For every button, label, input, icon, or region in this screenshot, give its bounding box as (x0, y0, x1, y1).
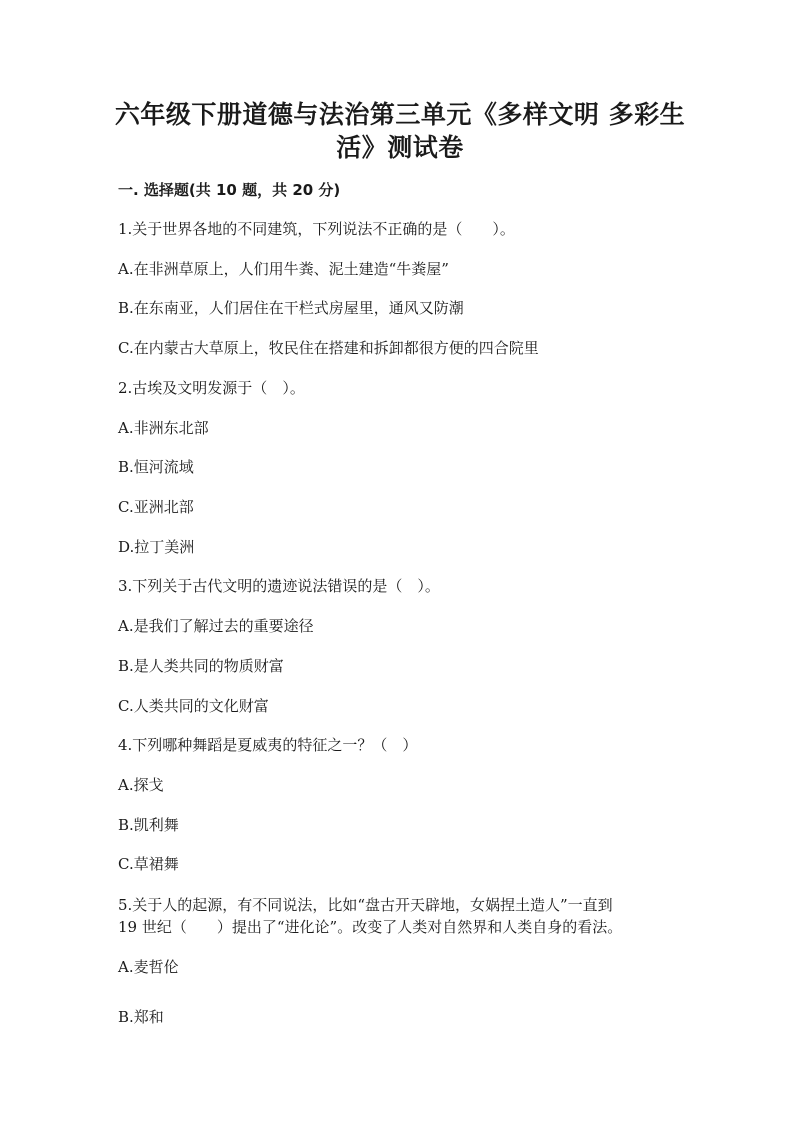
page-title-line-1: 六年级下册道德与法治第三单元《多样文明 多彩生 (114, 100, 686, 129)
question-3-option-b: B.是人类共同的物质财富 (118, 657, 284, 675)
question-3-stem: 3.下列关于古代文明的遗迹说法错误的是（ ）。 (118, 577, 440, 595)
question-1-option-c: C.在内蒙古大草原上，牧民住在搭建和拆卸都很方便的四合院里 (118, 339, 539, 357)
section-heading: 一. 选择题(共 10 题，共 20 分) (118, 181, 341, 199)
question-1-option-b: B.在东南亚，人们居住在干栏式房屋里，通风又防潮 (118, 299, 464, 317)
page-title-line-2: 活》测试卷 (336, 133, 464, 162)
question-3-option-c: C.人类共同的文化财富 (118, 697, 269, 715)
question-5-stem-line-2: 19 世纪（ ）提出了“进化论”。改变了人类对自然界和人类自身的看法。 (118, 918, 623, 936)
question-5-option-a: A.麦哲伦 (118, 958, 179, 976)
question-4-option-c: C.草裙舞 (118, 855, 179, 873)
question-3-option-a: A.是我们了解过去的重要途径 (118, 617, 314, 635)
question-2-option-d: D.拉丁美洲 (118, 538, 195, 556)
question-5-option-b: B.郑和 (118, 1008, 164, 1026)
question-4-stem: 4.下列哪种舞蹈是夏威夷的特征之一？（ ） (118, 736, 418, 754)
question-2-option-a: A.非洲东北部 (118, 419, 209, 437)
question-4-option-b: B.凯利舞 (118, 816, 179, 834)
page-title (110, 98, 690, 164)
question-2-stem: 2.古埃及文明发源于（ ）。 (118, 379, 305, 397)
question-2-option-b: B.恒河流域 (118, 458, 194, 476)
question-5-stem-line-1: 5.关于人的起源，有不同说法，比如“盘古开天辟地，女娲捏土造人”一直到 (118, 896, 613, 914)
question-4-option-a: A.探戈 (118, 776, 164, 794)
question-1-stem: 1.关于世界各地的不同建筑，下列说法不正确的是（ ）。 (118, 220, 515, 238)
question-1-option-a: A.在非洲草原上，人们用牛粪、泥土建造“牛粪屋” (118, 260, 449, 278)
question-2-option-c: C.亚洲北部 (118, 498, 194, 516)
